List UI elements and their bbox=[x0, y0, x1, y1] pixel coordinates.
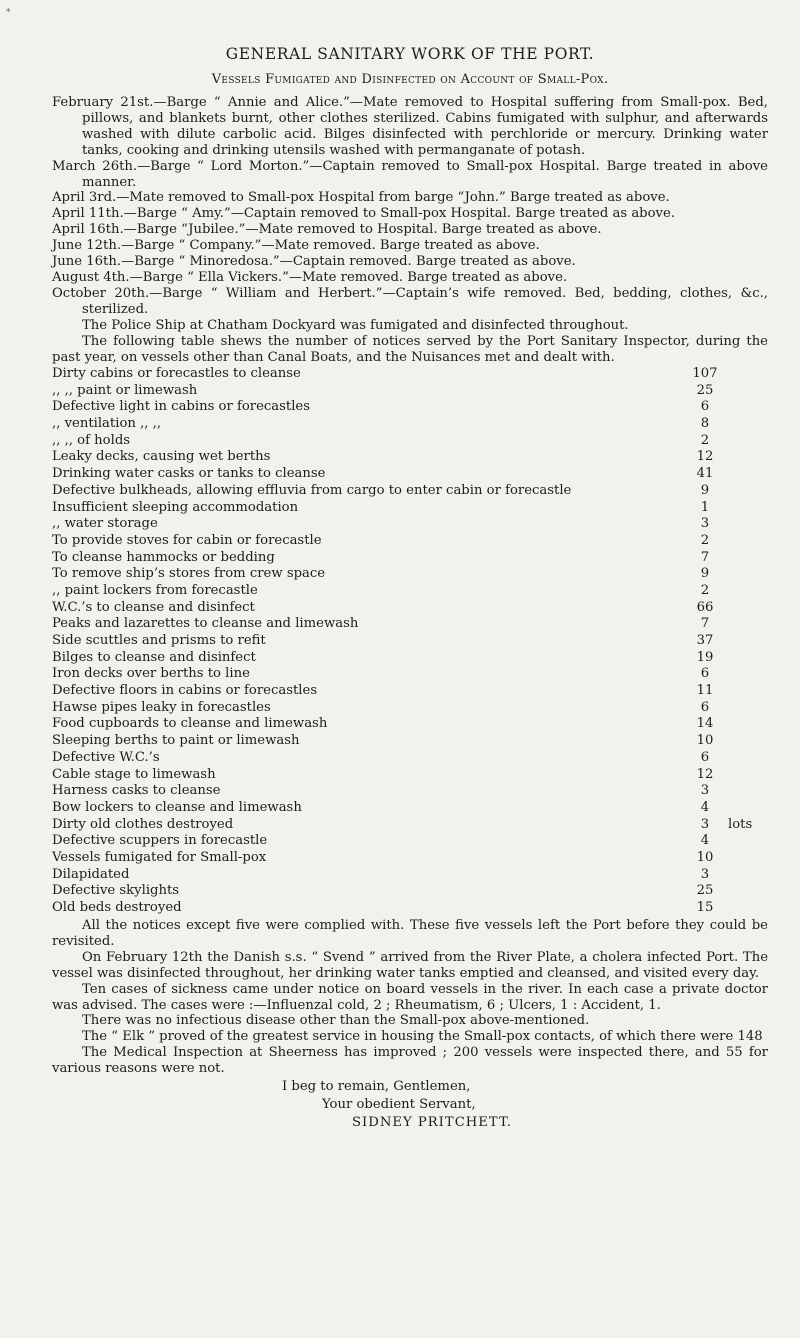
table-row bbox=[52, 850, 768, 867]
log-entry: June 12th.—Barge “ Company.”—Mate removed. Barge treated as above. bbox=[52, 238, 540, 254]
nuisance-count: 3 bbox=[700, 866, 710, 882]
nuisance-count: 6 bbox=[700, 699, 710, 715]
nuisance-item: Dirty old clothes destroyed bbox=[52, 816, 234, 832]
nuisance-item: Bilges to cleanse and disinfect bbox=[52, 649, 256, 665]
table-row bbox=[52, 716, 768, 733]
section-subtitle: Vessels Fumigated and Disinfected on Account of Small-Pox. bbox=[211, 72, 609, 87]
police-ship-paragraph: The Police Ship at Chatham Dockyard was fumigated and disinfected throughout. bbox=[82, 317, 629, 333]
nuisance-item: Food cupboards to cleanse and limewash bbox=[52, 716, 328, 732]
nuisance-item: Cable stage to limewash bbox=[52, 766, 216, 782]
table-row bbox=[52, 683, 768, 700]
log-entry: August 4th.—Barge “ Ella Vickers.”—Mate removed. Barge treated as above. bbox=[52, 269, 568, 285]
nuisance-count: 6 bbox=[700, 399, 710, 415]
nuisance-count: 3 bbox=[700, 516, 710, 532]
nuisance-item: ,, water storage bbox=[52, 516, 158, 532]
signature-name: SIDNEY PRITCHETT. bbox=[352, 1115, 512, 1131]
nuisance-count: 19 bbox=[696, 649, 714, 665]
nuisance-count: 41 bbox=[696, 466, 714, 482]
nuisance-count: 12 bbox=[696, 766, 714, 782]
table-row bbox=[52, 566, 768, 583]
nuisance-item: To provide stoves for cabin or forecastle bbox=[52, 532, 322, 548]
nuisance-item: To remove ship’s stores from crew space bbox=[52, 566, 326, 582]
table-row bbox=[52, 650, 768, 667]
nuisance-count: 15 bbox=[696, 900, 714, 915]
nuisance-item: Defective W.C.’s bbox=[52, 749, 160, 765]
nuisance-count: 12 bbox=[696, 449, 714, 465]
table-row bbox=[52, 883, 768, 900]
nuisance-item: Defective bulkheads, allowing effluvia from cargo to enter cabin or forecastle bbox=[52, 482, 572, 498]
table-row bbox=[52, 783, 768, 800]
table-row bbox=[52, 900, 768, 917]
nuisance-item: Drinking water casks or tanks to cleanse bbox=[52, 466, 326, 482]
nuisance-count: 11 bbox=[696, 683, 714, 699]
table-row bbox=[52, 516, 768, 533]
table-row bbox=[52, 483, 768, 500]
nuisance-item: ,, ventilation ,, ,, bbox=[52, 416, 162, 432]
nuisance-count: 107 bbox=[692, 366, 718, 381]
nuisance-item: ,, ,, of holds bbox=[52, 432, 131, 448]
table-row bbox=[52, 616, 768, 633]
table-row bbox=[52, 433, 768, 450]
page-title: GENERAL SANITARY WORK OF THE PORT. bbox=[225, 45, 595, 63]
closing-line-2: Your obedient Servant, bbox=[322, 1097, 476, 1113]
table-row bbox=[52, 800, 768, 817]
table-intro-paragraph: The following table shews the number of notices served by the Port Sanitary Inspector, during the past year, on vessels other than Canal Boats, and the Nuisances met and dealt with. bbox=[52, 333, 768, 365]
nuisance-unit: lots bbox=[728, 816, 753, 832]
corner-mark: * bbox=[6, 8, 11, 18]
nuisance-count: 37 bbox=[696, 633, 714, 648]
table-row bbox=[52, 767, 768, 784]
nuisance-item: Peaks and lazarettes to cleanse and limewash bbox=[52, 616, 359, 632]
notices-paragraph: All the notices except five were complied with. These five vessels left the Port before they could be revisited. bbox=[52, 918, 768, 949]
nuisance-item: Iron decks over berths to line bbox=[52, 666, 250, 682]
nuisance-count: 4 bbox=[700, 799, 710, 815]
nuisance-item: W.C.’s to cleanse and disinfect bbox=[52, 599, 255, 615]
table-row bbox=[52, 383, 768, 400]
nuisance-item: ,, paint lockers from forecastle bbox=[52, 582, 258, 598]
nuisance-count: 1 bbox=[700, 499, 710, 515]
infectious-paragraph: There was no infectious disease other than the Small-pox above-mentioned. bbox=[82, 1013, 590, 1029]
table-row bbox=[52, 867, 768, 884]
table-row bbox=[52, 449, 768, 466]
nuisance-item: Defective light in cabins or forecastles bbox=[52, 399, 311, 415]
table-row bbox=[52, 600, 768, 617]
nuisance-count: 2 bbox=[700, 532, 710, 548]
nuisance-item: Defective scuppers in forecastle bbox=[52, 833, 268, 849]
table-row bbox=[52, 500, 768, 517]
nuisance-count: 10 bbox=[696, 733, 714, 749]
elk-paragraph: The “ Elk ” proved of the greatest service in housing the Small-pox contacts, of which there were 148 bbox=[82, 1029, 763, 1045]
nuisance-item: Defective skylights bbox=[52, 883, 180, 899]
signature-block bbox=[52, 1077, 768, 1141]
nuisance-count: 14 bbox=[696, 716, 714, 732]
fumigation-log bbox=[52, 95, 768, 365]
nuisance-item: Dilapidated bbox=[52, 866, 130, 882]
sickness-paragraph: Ten cases of sickness came under notice on board vessels in the river. In each case a private doctor was advised. The cases were :—Influenzal cold, 2 ; Rheumatism, 6 ; Ulcers, 1 : Accident, 1. bbox=[52, 981, 768, 1013]
nuisance-count: 7 bbox=[700, 549, 710, 565]
closing-line-1: I beg to remain, Gentlemen, bbox=[282, 1079, 471, 1095]
nuisance-count: 7 bbox=[700, 616, 710, 632]
table-row bbox=[52, 550, 768, 567]
nuisance-count: 3 bbox=[700, 816, 710, 832]
table-row bbox=[52, 399, 768, 416]
table-row bbox=[52, 817, 768, 834]
nuisance-count: 3 bbox=[700, 783, 710, 799]
nuisance-item: Bow lockers to cleanse and limewash bbox=[52, 799, 302, 815]
log-entry: February 21st.—Barge “ Annie and Alice.”—Mate removed to Hospital suffering from Small-pox. Bed, pillows, and blankets burnt, other clothes sterilized. Cabins fumigated with sulphur, and afterwards washed with dilute carbolic acid. Bilges disinfected with perchloride or mercury. Drinking water tanks, cooking and drinking utensils washed with permanganate of potash. bbox=[52, 95, 768, 158]
nuisance-item: Old beds destroyed bbox=[52, 900, 182, 915]
table-row bbox=[52, 833, 768, 850]
table-row bbox=[52, 700, 768, 717]
nuisance-count: 66 bbox=[696, 599, 714, 615]
table-row bbox=[52, 666, 768, 683]
table-row bbox=[52, 733, 768, 750]
nuisance-item: To cleanse hammocks or bedding bbox=[52, 549, 275, 565]
nuisance-count: 6 bbox=[700, 749, 710, 765]
nuisance-count: 9 bbox=[700, 482, 710, 498]
nuisance-item: Sleeping berths to paint or limewash bbox=[52, 733, 300, 749]
closing-section bbox=[52, 918, 768, 1141]
nuisance-item: Defective floors in cabins or forecastles bbox=[52, 683, 318, 699]
table-row bbox=[52, 466, 768, 483]
nuisance-item: Dirty cabins or forecastles to cleanse bbox=[52, 366, 301, 381]
log-entry: April 3rd.—Mate removed to Small-pox Hospital from barge “John.” Barge treated as above. bbox=[52, 190, 670, 206]
nuisance-count: 4 bbox=[700, 833, 710, 849]
table-row bbox=[52, 633, 768, 650]
nuisance-item: ,, ,, paint or limewash bbox=[52, 382, 198, 398]
log-entry: April 11th.—Barge “ Amy.”—Captain removed to Small-pox Hospital. Barge treated as above. bbox=[52, 206, 676, 222]
nuisance-item: Side scuttles and prisms to refit bbox=[52, 633, 266, 648]
log-entry: October 20th.—Barge “ William and Herbert.”—Captain’s wife removed. Bed, bedding, clothes, &c., sterilized. bbox=[52, 285, 768, 317]
log-entry: June 16th.—Barge “ Minoredosa.”—Captain removed. Barge treated as above. bbox=[52, 254, 576, 270]
nuisance-count: 2 bbox=[700, 582, 710, 598]
nuisance-item: Vessels fumigated for Small-pox bbox=[52, 849, 267, 865]
table-row bbox=[52, 533, 768, 550]
nuisance-count: 25 bbox=[696, 883, 714, 899]
nuisance-item: Leaky decks, causing wet berths bbox=[52, 449, 271, 465]
nuisances-table bbox=[52, 366, 768, 917]
nuisance-count: 10 bbox=[696, 849, 714, 865]
table-row bbox=[52, 366, 768, 383]
nuisance-count: 6 bbox=[700, 666, 710, 682]
nuisance-count: 9 bbox=[700, 566, 710, 582]
nuisance-item: Harness casks to cleanse bbox=[52, 783, 221, 799]
table-row bbox=[52, 750, 768, 767]
table-row bbox=[52, 416, 768, 433]
table-row bbox=[52, 583, 768, 600]
nuisance-item: Hawse pipes leaky in forecastles bbox=[52, 699, 271, 715]
cholera-paragraph: On February 12th the Danish s.s. “ Svend ” arrived from the River Plate, a cholera infected Port. The vessel was disinfected throughout, her drinking water tanks emptied and cleansed, and visited every day. bbox=[52, 949, 768, 981]
nuisance-item: Insufficient sleeping accommodation bbox=[52, 499, 299, 515]
nuisance-count: 8 bbox=[700, 416, 710, 432]
nuisance-count: 25 bbox=[696, 382, 714, 398]
log-entry: April 16th.—Barge “Jubilee.”—Mate removed to Hospital. Barge treated as above. bbox=[52, 222, 602, 238]
nuisance-count: 2 bbox=[700, 432, 710, 448]
log-entry: March 26th.—Barge “ Lord Morton.”—Captain removed to Small-pox Hospital. Barge treated in above manner. bbox=[52, 158, 768, 190]
sheerness-paragraph: The Medical Inspection at Sheerness has improved ; 200 vessels were inspected there, and 55 for various reasons were not. bbox=[52, 1045, 768, 1077]
